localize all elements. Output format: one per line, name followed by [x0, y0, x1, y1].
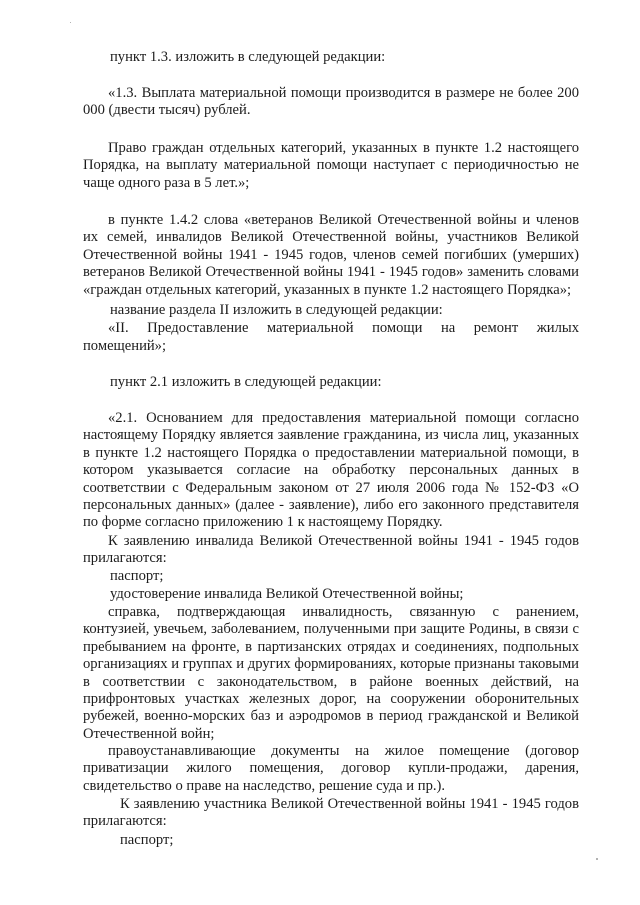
scan-speck [596, 858, 598, 860]
section-2-title-line-1: «II. Предоставление материальной помощи на ремонт жилых [108, 320, 579, 336]
paragraph-section-2-title-intro: название раздела II изложить в следующей редакции: [110, 302, 443, 318]
paragraph-clause-1-4-2: в пункте 1.4.2 слова «ветеранов Великой Отечественной войны и членов их семей, инвалидов Великой Отечественной войны, участников Великой Отечественной войны 1941 - 1945 годов, членов семей погибших (умерших) ветеранов Великой Отечественной войны 1941 - 1945 годов» заменить словами «граждан отдельных категорий, указанных в пункте 1.2 настоящего Порядка»; [83, 212, 579, 298]
paragraph-participant-veteran-documents: К заявлению участника Великой Отечественной войны 1941 - 1945 годов прилагаются: [83, 796, 579, 830]
paragraph-disabled-veteran-documents: К заявлению инвалида Великой Отечественной войны 1941 - 1945 годов прилагаются: [83, 533, 579, 567]
list-item-passport: паспорт; [110, 568, 164, 584]
paragraph-clause-2-1-text: «2.1. Основанием для предоставления материальной помощи согласно настоящему Порядку является заявление гражданина, из числа лиц, указанных в пункте 1.2 настоящего Порядка о предоставлении материальной помощи, в котором указывается согласие на обработку персональных данных в соответствии с Федеральным законом от 27 июля 2006 года № 152-ФЗ «О персональных данных» (далее - заявление), либо его законного представителя по форме согласно приложению 1 к настоящему Порядку. [83, 410, 579, 531]
list-item-disability-proof: справка, подтверждающая инвалидность, связанную с ранением, контузией, увечьем, заболеванием, полученными при защите Родины, в связи с пребыванием на фронте, в партизанских отрядах и соединениях, подпольных организациях и группах и других формированиях, которые признаны таковыми в соответствии с законодательством, в районе военных действий, на прифронтовых участках железных дорог, на сооружении оборонительных рубежей, военно-морских баз и аэродромов в период гражданской и Великой Отечественной войн; [83, 604, 579, 742]
list-item-disability-certificate: удостоверение инвалида Великой Отечественной войны; [110, 586, 464, 602]
paragraph-clause-1-3-intro: пункт 1.3. изложить в следующей редакции: [110, 49, 386, 65]
list-item-passport-2: паспорт; [120, 832, 174, 848]
paragraph-citizens-right: Право граждан отдельных категорий, указанных в пункте 1.2 настоящего Порядка, на выплату материальной помощи наступает с периодичностью не чаще одного раза в 5 лет.»; [83, 140, 579, 191]
paragraph-clause-2-1-intro: пункт 2.1 изложить в следующей редакции: [110, 374, 382, 390]
section-2-title-line-2: помещений»; [83, 338, 167, 354]
scan-speck [70, 22, 71, 23]
paragraph-clause-1-3-text: «1.3. Выплата материальной помощи производится в размере не более 200 000 (двести тысяч) рублей. [83, 85, 579, 119]
list-item-ownership-documents: правоустанавливающие документы на жилое помещение (договор приватизации жилого помещения, договор купли-продажи, дарения, свидетельство о праве на наследство, решение суда и пр.). [83, 743, 579, 794]
